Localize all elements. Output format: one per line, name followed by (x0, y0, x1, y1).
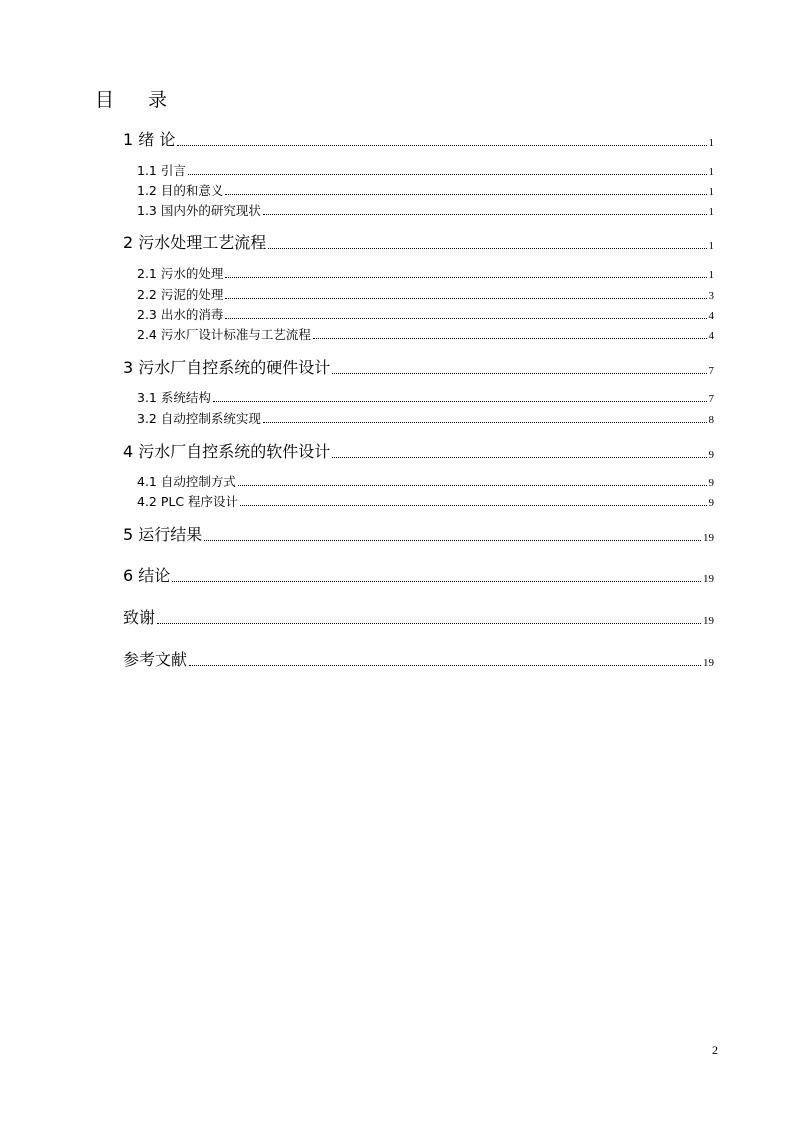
toc-entry-chapter-4[interactable] (123, 442, 714, 462)
toc-entry-label: 致谢 (123, 608, 156, 627)
toc-entry-label: 2.1 污水的处理 (137, 266, 224, 281)
page-number: 2 (712, 1043, 718, 1057)
toc-entry-page: 19 (703, 657, 714, 669)
dot-leader (332, 372, 706, 374)
toc-entry-chapter-3[interactable] (123, 358, 714, 378)
dot-leader (225, 317, 706, 319)
toc-entry-label: 5 运行结果 (123, 525, 203, 544)
toc-entry-section-4-1[interactable] (137, 474, 714, 490)
toc-entry-section-2-4[interactable] (137, 327, 714, 343)
dot-leader (238, 484, 707, 486)
toc-entry-section-3-2[interactable] (137, 411, 714, 427)
toc-entry-section-1-3[interactable] (137, 203, 714, 219)
toc-title: 目 录 (95, 89, 182, 111)
toc-entry-label: 3.2 自动控制系统实现 (137, 411, 261, 426)
toc-entry-chapter-1[interactable] (123, 130, 714, 150)
toc-entry-section-3-1[interactable] (137, 390, 714, 406)
toc-entry-references[interactable] (123, 650, 714, 670)
toc-entry-page: 4 (708, 310, 714, 322)
toc-entry-page: 1 (708, 186, 714, 198)
dot-leader (177, 144, 706, 146)
toc-entry-label: 4.1 自动控制方式 (137, 474, 236, 489)
dot-leader (263, 213, 707, 215)
toc-entry-page: 9 (708, 477, 714, 489)
dot-leader (268, 247, 706, 249)
toc-entry-page: 4 (708, 330, 714, 342)
toc-entry-chapter-6[interactable] (123, 566, 714, 586)
toc-entry-label: 1.3 国内外的研究现状 (137, 203, 261, 218)
toc-entry-page: 3 (708, 290, 714, 302)
toc-entry-page: 19 (703, 615, 714, 627)
toc-entry-section-1-1[interactable] (137, 163, 714, 179)
toc-entry-page: 7 (708, 365, 714, 377)
dot-leader (172, 580, 701, 582)
toc-entry-page: 9 (708, 449, 714, 461)
toc-entry-page: 19 (703, 573, 714, 585)
toc-entry-label: 参考文献 (123, 650, 188, 669)
toc-entry-label: 2 污水处理工艺流程 (123, 233, 267, 252)
toc-entry-section-2-1[interactable] (137, 266, 714, 282)
toc-entry-page: 8 (708, 414, 714, 426)
toc-entry-label: 2.4 污水厂设计标准与工艺流程 (137, 327, 311, 342)
dot-leader (213, 400, 707, 402)
toc-entry-chapter-2[interactable] (123, 233, 714, 253)
toc-entry-section-4-2[interactable] (137, 494, 714, 510)
toc-entry-page: 1 (708, 166, 714, 178)
dot-leader (225, 276, 706, 278)
toc-entry-label: 2.2 污泥的处理 (137, 287, 224, 302)
toc-entry-section-2-2[interactable] (137, 287, 714, 303)
dot-leader (204, 539, 701, 541)
toc-entry-page: 9 (708, 497, 714, 509)
dot-leader (225, 193, 706, 195)
toc-entry-section-1-2[interactable] (137, 183, 714, 199)
dot-leader (313, 337, 707, 339)
dot-leader (240, 504, 706, 506)
toc-entry-label: 3 污水厂自控系统的硬件设计 (123, 358, 331, 377)
dot-leader (225, 297, 706, 299)
toc-entry-page: 1 (708, 240, 714, 252)
dot-leader (263, 421, 707, 423)
toc-entry-page: 19 (703, 532, 714, 544)
dot-leader (188, 173, 707, 175)
toc-entry-label: 1.1 引言 (137, 163, 186, 178)
toc-entry-label: 6 结论 (123, 566, 171, 585)
toc-entry-section-2-3[interactable] (137, 307, 714, 323)
toc-entry-label: 2.3 出水的消毒 (137, 307, 224, 322)
toc-entry-label: 4.2 PLC 程序设计 (137, 494, 239, 509)
dot-leader (332, 456, 706, 458)
toc-entry-page: 1 (708, 137, 714, 149)
toc-entry-page: 1 (708, 206, 714, 218)
dot-leader (157, 622, 701, 624)
toc-entry-label: 1.2 目的和意义 (137, 183, 224, 198)
toc-entry-page: 1 (708, 269, 714, 281)
toc-entry-label: 3.1 系统结构 (137, 390, 211, 405)
toc-entry-label: 1 绪 论 (123, 130, 176, 149)
toc-entry-acknowledgements[interactable] (123, 608, 714, 628)
dot-leader (189, 664, 701, 666)
toc-entry-page: 7 (708, 393, 714, 405)
toc-entry-chapter-5[interactable] (123, 525, 714, 545)
toc-entry-label: 4 污水厂自控系统的软件设计 (123, 442, 331, 461)
